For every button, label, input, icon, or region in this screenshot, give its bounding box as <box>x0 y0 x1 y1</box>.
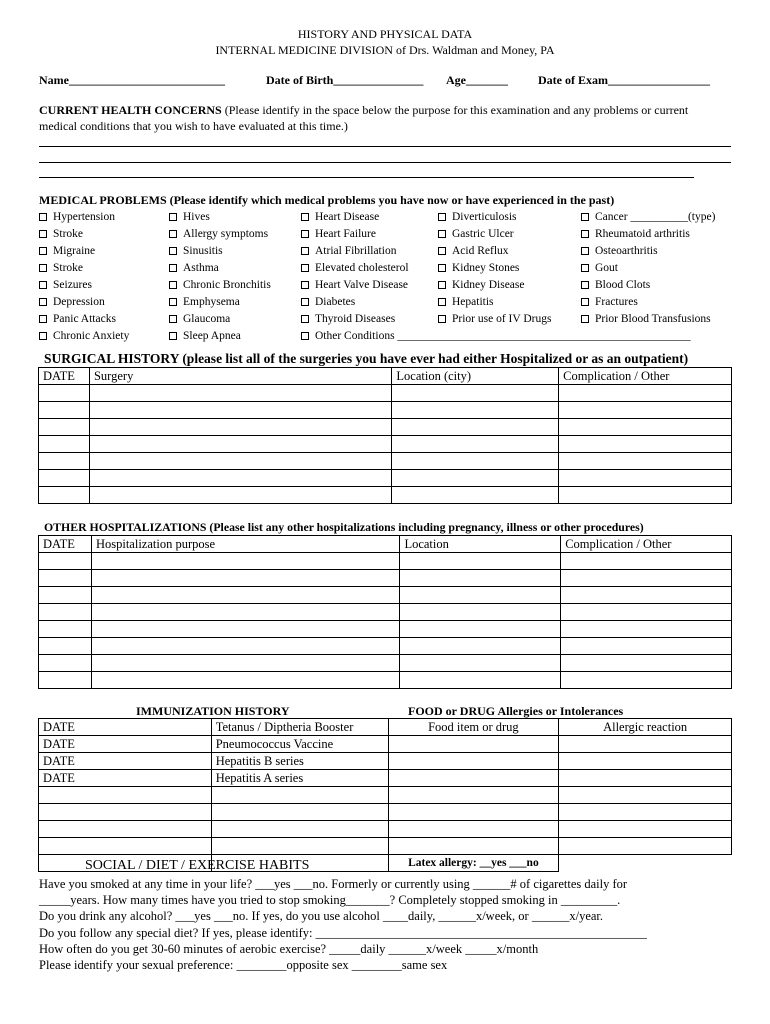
table-cell[interactable] <box>91 672 399 689</box>
medical-problem-label: Atrial Fibrillation <box>315 245 397 257</box>
checkbox[interactable] <box>169 281 177 289</box>
medical-problem-item[interactable] <box>301 279 408 291</box>
habit-question[interactable]: Have you smoked at any time in your life? ___yes ___no. Formerly or currently using ______# of cigarettes daily for <box>39 877 628 891</box>
table-cell[interactable] <box>561 655 732 672</box>
immunization-row <box>39 719 732 736</box>
medical-problem-label: Heart Valve Disease <box>315 279 409 291</box>
hospital-row <box>39 621 732 638</box>
checkbox[interactable] <box>39 281 47 289</box>
checkbox[interactable] <box>39 298 47 306</box>
allergy-reaction-cell[interactable] <box>559 838 732 855</box>
hospital-row <box>39 570 732 587</box>
checkbox[interactable] <box>301 264 309 272</box>
vaccine-cell[interactable] <box>211 838 388 855</box>
medical-problem-item[interactable] <box>169 313 230 325</box>
checkbox[interactable] <box>581 264 589 272</box>
col-header-location: Location (city) <box>392 368 559 385</box>
name-field[interactable]: Name__________________________ <box>39 73 225 87</box>
table-cell[interactable] <box>392 419 559 436</box>
concerns-line-1[interactable] <box>39 146 731 147</box>
table-cell[interactable] <box>89 419 391 436</box>
medical-problem-label: Elevated cholesterol <box>315 262 409 274</box>
medical-problem-item[interactable] <box>39 296 105 308</box>
medical-problem-label: Allergy symptoms <box>183 228 269 240</box>
table-cell[interactable] <box>91 587 399 604</box>
form-title: HISTORY AND PHYSICAL DATA <box>297 27 473 41</box>
medical-problem-item[interactable] <box>301 296 355 308</box>
medical-problem-label: Prior Blood Transfusions <box>595 313 711 325</box>
immunization-date-label: DATE <box>39 719 212 736</box>
hospital-row <box>39 604 732 621</box>
allergy-reaction-cell[interactable] <box>559 821 732 838</box>
medical-problem-label: Sleep Apnea <box>183 330 241 342</box>
table-cell[interactable] <box>400 604 561 621</box>
hospital-heading: OTHER HOSPITALIZATIONS (Please list any other hospitalizations including pregnancy, illness or other procedures) <box>44 520 644 534</box>
checkbox[interactable] <box>169 298 177 306</box>
checkbox[interactable] <box>301 332 309 340</box>
checkbox[interactable] <box>301 230 309 238</box>
table-cell[interactable] <box>91 621 399 638</box>
latex-allergy-field[interactable]: Latex allergy: __yes ___no <box>388 855 559 872</box>
checkbox[interactable] <box>169 332 177 340</box>
surgical-table <box>38 367 732 504</box>
exam-date-field[interactable]: Date of Exam_________________ <box>538 73 710 87</box>
table-cell[interactable] <box>91 553 399 570</box>
table-cell[interactable] <box>561 672 732 689</box>
checkbox[interactable] <box>169 264 177 272</box>
immunization-row <box>39 787 732 804</box>
medical-problem-label: Kidney Stones <box>452 262 520 274</box>
checkbox[interactable] <box>301 298 309 306</box>
vaccine-name: Tetanus / Diptheria Booster <box>211 719 388 736</box>
medical-problem-label: Diabetes <box>315 296 356 308</box>
habit-question[interactable]: Please identify your sexual preference: ________opposite sex ________same sex <box>39 958 448 972</box>
immunization-date-label: DATE <box>39 736 212 753</box>
medical-problem-label: Migraine <box>53 245 96 257</box>
medical-problem-label: Heart Failure <box>315 228 376 240</box>
medical-problem-label: Panic Attacks <box>53 313 116 325</box>
table-cell[interactable] <box>39 487 90 504</box>
medical-problem-item[interactable] <box>169 245 223 257</box>
table-cell[interactable] <box>89 402 391 419</box>
col-header-purpose: Hospitalization purpose <box>91 536 399 553</box>
allergy-heading: FOOD or DRUG Allergies or Intolerances <box>408 704 624 718</box>
surgical-row <box>39 470 732 487</box>
surgical-row <box>39 436 732 453</box>
table-cell[interactable] <box>392 470 559 487</box>
medical-problem-item[interactable] <box>581 262 618 274</box>
checkbox[interactable] <box>301 247 309 255</box>
table-cell[interactable] <box>39 436 90 453</box>
hospital-row <box>39 587 732 604</box>
medical-problem-item[interactable] <box>301 330 691 342</box>
medical-problem-item[interactable] <box>301 313 395 325</box>
medical-problem-label: Asthma <box>183 262 219 274</box>
hospital-row <box>39 553 732 570</box>
medical-problem-item[interactable] <box>301 262 409 274</box>
table-cell[interactable] <box>400 621 561 638</box>
immunization-heading: IMMUNIZATION HISTORY <box>136 704 290 718</box>
table-cell[interactable] <box>561 638 732 655</box>
table-cell[interactable] <box>91 570 399 587</box>
checkbox[interactable] <box>438 315 446 323</box>
table-cell[interactable] <box>89 436 391 453</box>
habit-question[interactable]: Do you follow any special diet? If yes, please identify: _____________________________________________________ <box>39 925 647 940</box>
checkbox[interactable] <box>301 213 309 221</box>
medical-problem-label: Glaucoma <box>183 313 231 325</box>
allergy-item-cell[interactable] <box>388 821 559 838</box>
table-cell[interactable] <box>559 453 732 470</box>
medical-problem-label: Cancer __________(type) <box>595 211 716 223</box>
medical-problem-item[interactable] <box>438 262 519 274</box>
medical-problem-item[interactable] <box>39 330 129 342</box>
table-cell[interactable] <box>89 470 391 487</box>
table-cell[interactable] <box>39 638 92 655</box>
col-header-complication: Complication / Other <box>559 368 732 385</box>
medical-problem-item[interactable] <box>301 228 376 240</box>
table-cell[interactable] <box>559 436 732 453</box>
medical-problem-label: Thyroid Diseases <box>315 313 396 325</box>
medical-problem-item[interactable] <box>581 211 715 223</box>
table-cell[interactable] <box>91 638 399 655</box>
checkbox[interactable] <box>39 315 47 323</box>
immunization-row <box>39 804 732 821</box>
hospital-row <box>39 655 732 672</box>
medical-problem-label: Fractures <box>595 296 638 308</box>
table-cell[interactable] <box>392 385 559 402</box>
surgical-row <box>39 453 732 470</box>
immunization-date-cell[interactable] <box>39 787 212 804</box>
table-cell[interactable] <box>39 453 90 470</box>
medical-problem-label: Acid Reflux <box>452 245 509 257</box>
medical-problem-item[interactable] <box>169 211 210 223</box>
surgical-heading: SURGICAL HISTORY (please list all of the surgeries you have ever had either Hospitalized or as an outpatient) <box>44 351 689 366</box>
medical-problem-label: Hives <box>183 211 210 223</box>
immunization-date-cell[interactable] <box>39 821 212 838</box>
surgical-row <box>39 487 732 504</box>
table-cell[interactable] <box>559 402 732 419</box>
concerns-intro <box>39 103 688 118</box>
medical-problem-item[interactable] <box>438 313 551 325</box>
table-cell[interactable] <box>89 385 391 402</box>
habit-question[interactable]: How often do you get 30-60 minutes of aerobic exercise? _____daily ______x/week _____x/month <box>39 941 539 956</box>
medical-problem-item[interactable] <box>169 330 241 342</box>
checkbox[interactable] <box>581 230 589 238</box>
allergy-reaction-cell[interactable] <box>559 770 732 787</box>
checkbox[interactable] <box>438 230 446 238</box>
immunization-row <box>39 770 732 787</box>
medical-problem-label: Gout <box>595 262 618 274</box>
medical-problem-label: Kidney Disease <box>452 279 525 291</box>
checkbox[interactable] <box>169 315 177 323</box>
table-cell[interactable] <box>39 604 92 621</box>
table-cell[interactable] <box>39 655 92 672</box>
medical-problem-label: Blood Clots <box>595 279 651 291</box>
checkbox[interactable] <box>581 298 589 306</box>
medical-problem-label: Rheumatoid arthritis <box>595 228 690 240</box>
allergy-reaction-cell[interactable] <box>559 736 732 753</box>
medical-problem-item[interactable] <box>169 279 271 291</box>
immunization-date-cell[interactable] <box>39 838 212 855</box>
immunization-row <box>39 821 732 838</box>
allergy-item-cell[interactable] <box>388 804 559 821</box>
medical-problem-item[interactable] <box>39 245 95 257</box>
medical-problem-label: Emphysema <box>183 296 240 308</box>
medical-problem-item[interactable] <box>169 262 219 274</box>
medical-problem-item[interactable] <box>581 279 650 291</box>
checkbox[interactable] <box>581 315 589 323</box>
checkbox[interactable] <box>581 247 589 255</box>
medical-heading: MEDICAL PROBLEMS (Please identify which medical problems you have now or have experienced in the past) <box>39 193 615 207</box>
dob-field[interactable]: Date of Birth_______________ <box>266 73 424 87</box>
medical-problem-item[interactable] <box>438 228 514 240</box>
medical-problem-label: Seizures <box>53 279 92 291</box>
checkbox[interactable] <box>169 230 177 238</box>
allergy-item-cell[interactable] <box>388 838 559 855</box>
table-cell[interactable] <box>561 587 732 604</box>
medical-problem-item[interactable] <box>301 211 379 223</box>
concerns-heading: CURRENT HEALTH CONCERNS <box>39 103 222 117</box>
medical-problem-item[interactable] <box>169 228 268 240</box>
allergy-reaction-cell[interactable] <box>559 804 732 821</box>
checkbox[interactable] <box>39 247 47 255</box>
checkbox[interactable] <box>169 247 177 255</box>
hospital-header-row <box>39 536 732 553</box>
checkbox[interactable] <box>438 213 446 221</box>
allergy-item-cell[interactable] <box>388 753 559 770</box>
vaccine-cell[interactable] <box>211 787 388 804</box>
checkbox[interactable] <box>438 298 446 306</box>
medical-problem-item[interactable] <box>581 228 690 240</box>
surgical-header-row <box>39 368 732 385</box>
table-cell[interactable] <box>561 570 732 587</box>
table-cell[interactable] <box>39 672 92 689</box>
immunization-row <box>39 753 732 770</box>
checkbox[interactable] <box>169 213 177 221</box>
checkbox[interactable] <box>39 213 47 221</box>
form-subtitle: INTERNAL MEDICINE DIVISION of Drs. Waldman and Money, PA <box>215 43 555 57</box>
checkbox[interactable] <box>39 332 47 340</box>
immunization-date-cell[interactable] <box>39 804 212 821</box>
hospital-row <box>39 672 732 689</box>
allergy-col-header: Allergic reaction <box>559 719 732 736</box>
table-cell[interactable] <box>561 553 732 570</box>
table-cell[interactable] <box>561 621 732 638</box>
table-cell[interactable] <box>400 655 561 672</box>
table-cell[interactable] <box>89 487 391 504</box>
checkbox[interactable] <box>39 264 47 272</box>
medical-problem-item[interactable] <box>39 228 83 240</box>
medical-problem-label: Stroke <box>53 228 84 240</box>
concerns-line-3[interactable] <box>39 177 694 178</box>
allergy-cell[interactable] <box>559 855 732 872</box>
hospital-row <box>39 638 732 655</box>
allergy-item-cell[interactable] <box>388 736 559 753</box>
checkbox[interactable] <box>301 315 309 323</box>
table-cell[interactable] <box>39 402 90 419</box>
immunization-row <box>39 838 732 855</box>
surgical-row <box>39 402 732 419</box>
table-cell[interactable] <box>91 655 399 672</box>
table-cell[interactable] <box>400 587 561 604</box>
hospital-table <box>38 535 732 689</box>
table-cell[interactable] <box>392 436 559 453</box>
col-header-location: Location <box>400 536 561 553</box>
medical-problem-item[interactable] <box>39 211 115 223</box>
immunization-date-label: DATE <box>39 753 212 770</box>
table-cell[interactable] <box>400 638 561 655</box>
medical-problem-item[interactable] <box>438 296 494 308</box>
checkbox[interactable] <box>301 281 309 289</box>
checkbox[interactable] <box>438 264 446 272</box>
habit-question[interactable]: Do you drink any alcohol? ___yes ___no. If yes, do you use alcohol ____daily, ______x/week, or ______x/year. <box>39 909 604 924</box>
table-cell[interactable] <box>561 604 732 621</box>
medical-problem-label: Chronic Bronchitis <box>183 279 271 291</box>
vaccine-name: Hepatitis B series <box>211 753 388 770</box>
surgical-row <box>39 419 732 436</box>
table-cell[interactable] <box>400 672 561 689</box>
medical-problem-item[interactable] <box>39 262 83 274</box>
medical-problem-label: Gastric Ulcer <box>452 228 514 240</box>
immunization-allergy-table <box>38 718 732 872</box>
medical-problem-label: Sinusitis <box>183 245 223 257</box>
medical-problem-label: Diverticulosis <box>452 211 517 223</box>
allergy-reaction-cell[interactable] <box>559 753 732 770</box>
checkbox[interactable] <box>581 213 589 221</box>
medical-problem-item[interactable] <box>301 245 396 257</box>
table-cell[interactable] <box>39 570 92 587</box>
checkbox[interactable] <box>438 247 446 255</box>
medical-problem-item[interactable] <box>581 245 658 257</box>
immunization-date-label: DATE <box>39 770 212 787</box>
allergy-reaction-cell[interactable] <box>559 787 732 804</box>
concerns-line-2[interactable] <box>39 162 731 163</box>
table-cell[interactable] <box>559 487 732 504</box>
medical-problem-item[interactable] <box>581 313 711 325</box>
vaccine-cell[interactable] <box>211 821 388 838</box>
medical-problem-label: Osteoarthritis <box>595 245 658 257</box>
table-cell[interactable] <box>39 419 90 436</box>
surgical-row <box>39 385 732 402</box>
medical-problem-label: Hepatitis <box>452 296 494 308</box>
vaccine-cell[interactable] <box>211 804 388 821</box>
medical-problem-item[interactable] <box>39 279 92 291</box>
medical-problem-label: Depression <box>53 296 105 308</box>
medical-problem-label: Chronic Anxiety <box>53 330 130 342</box>
table-cell[interactable] <box>559 470 732 487</box>
medical-problem-item[interactable] <box>581 296 638 308</box>
table-cell[interactable] <box>39 587 92 604</box>
medical-problem-label: Prior use of IV Drugs <box>452 313 552 325</box>
medical-problem-item[interactable] <box>438 211 517 223</box>
medical-problem-label: Other Conditions ___________________________________________________ <box>315 330 691 342</box>
medical-problem-item[interactable] <box>39 313 116 325</box>
table-cell[interactable] <box>91 604 399 621</box>
checkbox[interactable] <box>39 230 47 238</box>
table-cell[interactable] <box>392 402 559 419</box>
table-cell[interactable] <box>39 470 90 487</box>
medical-problem-item[interactable] <box>169 296 240 308</box>
allergy-col-header: Food item or drug <box>388 719 559 736</box>
table-cell[interactable] <box>392 487 559 504</box>
concerns-text-2: medical conditions that you wish to have evaluated at this time.) <box>39 119 348 133</box>
col-header-surgery: Surgery <box>89 368 391 385</box>
vaccine-name: Pneumococcus Vaccine <box>211 736 388 753</box>
table-cell[interactable] <box>39 385 90 402</box>
social-heading: SOCIAL / DIET / EXERCISE HABITS <box>85 858 310 873</box>
age-field[interactable]: Age_______ <box>446 73 508 87</box>
medical-problem-item[interactable] <box>438 279 525 291</box>
allergy-item-cell[interactable] <box>388 787 559 804</box>
immunization-row <box>39 736 732 753</box>
table-cell[interactable] <box>559 419 732 436</box>
medical-problem-item[interactable] <box>438 245 509 257</box>
patient-info-row <box>0 73 770 89</box>
vaccine-name: Hepatitis A series <box>211 770 388 787</box>
table-cell[interactable] <box>559 385 732 402</box>
table-cell[interactable] <box>89 453 391 470</box>
table-cell[interactable] <box>392 453 559 470</box>
concerns-text-1: (Please identify in the space below the purpose for this examination and any problems or current <box>221 103 689 117</box>
table-cell[interactable] <box>39 621 92 638</box>
col-header-complication: Complication / Other <box>561 536 732 553</box>
table-cell[interactable] <box>400 553 561 570</box>
habit-question[interactable]: _____years. How many times have you tried to stop smoking_______? Completely stopped smoking in _________. <box>39 893 621 908</box>
col-header-date: DATE <box>39 368 90 385</box>
checkbox[interactable] <box>438 281 446 289</box>
col-header-date: DATE <box>39 536 92 553</box>
medical-problem-label: Stroke <box>53 262 84 274</box>
medical-problem-label: Hypertension <box>53 211 115 223</box>
table-cell[interactable] <box>39 553 92 570</box>
allergy-item-cell[interactable] <box>388 770 559 787</box>
table-cell[interactable] <box>400 570 561 587</box>
checkbox[interactable] <box>581 281 589 289</box>
medical-problem-label: Heart Disease <box>315 211 380 223</box>
